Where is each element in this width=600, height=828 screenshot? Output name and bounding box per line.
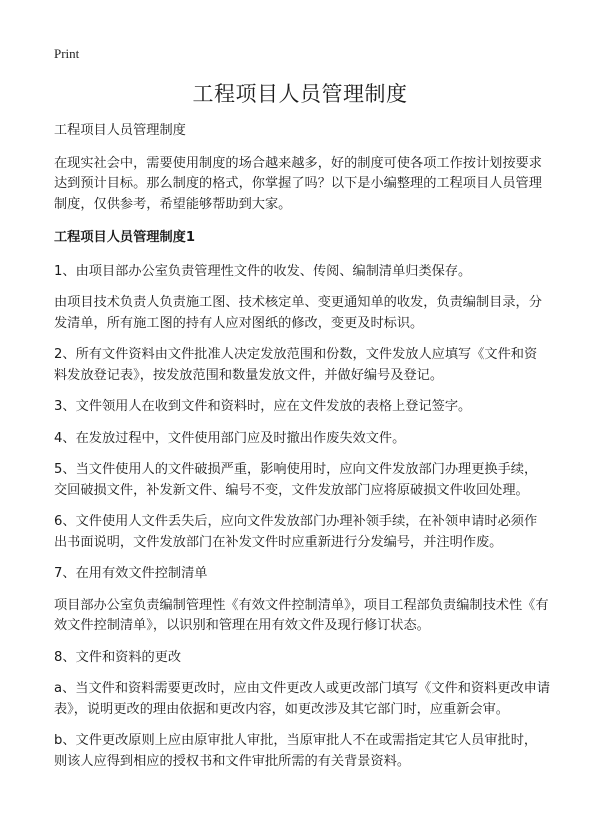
page-title: 工程项目人员管理制度 xyxy=(192,82,408,106)
paragraph-11: a、当文件和资料需要更改时，应由文件更改人或更改部门填写《文件和资料更改申请表》，说明更改的理由依据和更改内容，如更改涉及其它部门时，应重新会审。 xyxy=(54,681,551,717)
paragraph-6: 5、当文件使用人的文件破损严重，影响使用时，应向文件发放部门办理更换手续，交回破损文件，补发新文件、编号不变，文件发放部门应将原破损文件收回处理。 xyxy=(54,462,538,498)
paragraph-9: 项目部办公室负责编制管理性《有效文件控制清单》，项目工程部负责编制技术性《有效文件控制清单》，以识别和管理在用有效文件及现行修订状态。 xyxy=(54,597,549,633)
section-heading: 工程项目人员管理制度1 xyxy=(54,230,196,245)
paragraph-7: 6、文件使用人文件丢失后，应向文件发放部门办理补领手续，在补领申请时必须作出书面说明，文件发放部门在补发文件时应重新进行分发编号，并注明作废。 xyxy=(54,514,538,550)
paragraph-4: 3、文件领用人在收到文件和资料时，应在文件发放的表格上登记签字。 xyxy=(54,399,472,414)
document-subtitle: 工程项目人员管理制度 xyxy=(54,123,186,138)
paragraph-3: 2、所有文件资料由文件批准人决定发放范围和份数，文件发放人应填写《文件和资料发放登记表》，按发放范围和数量发放文件，并做好编号及登记。 xyxy=(54,347,538,383)
print-label: Print xyxy=(54,46,80,61)
paragraph-1: 1、由项目部办公室负责管理性文件的收发、传阅、编制清单归类保存。 xyxy=(54,263,472,279)
paragraph-8: 7、在用有效文件控制清单 xyxy=(54,566,208,581)
paragraph-10: 8、文件和资料的更改 xyxy=(54,649,182,665)
intro-paragraph: 在现实社会中，需要使用制度的场合越来越多，好的制度可使各项工作按计划按要求达到预计目标。那么制度的格式，你掌握了吗？以下是小编整理的工程项目人员管理制度，仅供参考，希望能够帮助到大家。 xyxy=(54,155,542,212)
paragraph-5: 4、在发放过程中，文件使用部门应及时撤出作废失效文件。 xyxy=(54,430,406,446)
paragraph-2: 由项目技术负责人负责施工图、技术核定单、变更通知单的收发，负责编制目录，分发清单，所有施工图的持有人应对图纸的修改，变更及时标识。 xyxy=(54,295,542,331)
document-body xyxy=(54,121,550,783)
paragraph-12: b、文件更改原则上应由原审批人审批，当原审批人不在或需指定其它人员审批时，则该人应得到相应的授权书和文件审批所需的有关背景资料。 xyxy=(54,733,538,769)
